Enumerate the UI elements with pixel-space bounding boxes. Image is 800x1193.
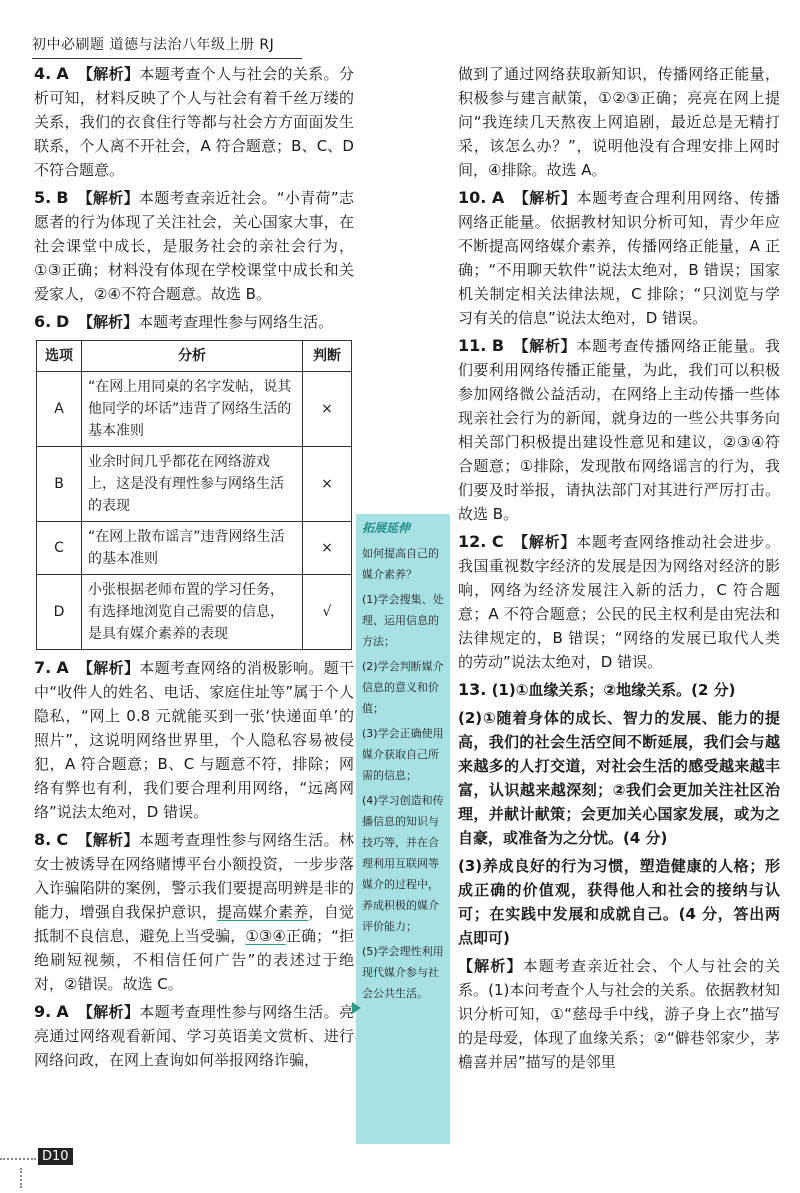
question-9-continued: 做到了通过网络获取新知识，传播网络正能量，积极参与建言献策，①②③正确；亮亮在网上提问“我连续几天熬夜上网追剧，最近总是无精打采，该怎么办？”，说明他没有合理安排上网时间，④排除。故选 A。: [458, 65, 780, 179]
q8-text-3: 正确；“拒绝刷短视频，不相信任何广告”的表述过于绝对，②错误。故选 C。: [34, 927, 354, 993]
row-option: C: [37, 522, 82, 575]
q11-answer: B: [491, 336, 505, 355]
table-row: [37, 575, 352, 650]
q13-number: 13.: [458, 680, 487, 699]
question-6: [34, 310, 354, 334]
question-13-part-2: (2)①随着身体的成长、智力的发展、能力的提高，我们的社会生活空间不断延展，我们会与越来越多的人打交道，对社会生活的感受越来越丰富，认识越来越深刻；②我们会更加关注社区治理，并献计献策；会更加关心国家发展，或为之自豪，或准备为之分忧。(4 分): [458, 709, 780, 847]
running-header: 初中必刷题 道德与法治八年级上册 RJ: [32, 37, 275, 53]
question-13-analysis: [458, 954, 780, 1074]
row-judge: ×: [303, 522, 352, 575]
sidebar-item: (1)学会搜集、处理、运用信息的方法；: [362, 593, 444, 648]
q12-number: 12.: [458, 532, 487, 551]
q10-text: 本题考查合理利用网络、传播网络正能量。依据教材知识分析可知，青少年应不断提高网络媒介素养，传播网络正能量，A 正确；“不用聊天软件”说法太绝对，B 错误；国家机关制定相关法律法规，C 排除；“只浏览与学习有关的信息”说法太绝对，D 错误。: [458, 189, 780, 327]
q4-tag: 【解析】: [77, 65, 140, 83]
table-row: [37, 447, 352, 522]
q7-text: 本题考查网络的消极影响。题干中“收件人的姓名、电话、家庭住址等”属于个人隐私，“网上 0.8 元就能买到一张‘快递面单’的照片”，这说明网络世界里，个人隐私容易被侵犯，A 符合题意；B、C 与题意不符，排除；网络有弊也有利，我们要合理利用网络，“远离网络”说法太绝对，D 错误。: [34, 659, 354, 821]
q10-answer: A: [491, 188, 505, 207]
question-7: [34, 656, 354, 824]
header-analysis: 分析: [82, 341, 303, 372]
q5-text: 本题考查亲近社会。“小青荷”志愿者的行为体现了关注社会，关心国家大事，在社会课堂中成长，是服务社会的亲社会行为，①③正确；材料没有体现在学校课堂中成长和关爱家人，②④不符合题意。故选 B。: [34, 189, 354, 303]
q6-number: 6.: [34, 312, 52, 331]
q5-answer: B: [56, 188, 69, 207]
header-judge: 判断: [303, 341, 352, 372]
row-judge: ×: [303, 372, 352, 447]
question-11: [458, 334, 780, 526]
row-analysis: 小张根据老师布置的学习任务，有选择地浏览自己需要的信息，是具有媒介素养的表现: [82, 575, 303, 650]
q12-text: 本题考查网络推动社会进步。我国重视数字经济的发展是因为网络对经济的影响，网络为经济发展注入新的活力，C 符合题意；A 不符合题意；公民的民主权利是由宪法和法律规定的，B 错误；“网络的发展已取代人类的劳动”说法太绝对，D 错误。: [458, 533, 780, 671]
sidebar-item: (3)学会正确使用媒介获取自己所需的信息；: [362, 727, 444, 782]
q8-text-1: 本题考查理性参与网络生活。林女士被诱导在网络赌博平台小额投资，一步步落入诈骗陷阱的案例，警示我们要提高明辨是非的能力，增强自我保护意识，: [34, 831, 354, 921]
q4-text: 本题考查个人与社会的关系。分析可知，材料反映了个人与社会有着千丝万缕的关系，我们的衣食住行等都与社会方方面面发生联系，个人离不开社会，A 符合题意；B、C、D 不符合题意。: [34, 65, 354, 179]
question-10: [458, 186, 780, 330]
extension-sidebar: [356, 514, 450, 1144]
q9-tag: 【解析】: [77, 1003, 140, 1021]
q9-answer: A: [56, 1002, 69, 1021]
question-13-part-3: (3)养成良好的行为习惯，塑造健康的人格；形成正确的价值观，获得他人和社会的接纳与认可；在实践中发展和成就自己。(4 分，答出两点即可): [458, 857, 780, 947]
q8-underline-2: ①③④: [245, 927, 286, 945]
sidebar-item: (5)学会理性利用现代媒介参与社会公共生活。: [362, 945, 444, 1000]
row-analysis: “在网上用同桌的名字发帖，说其他同学的坏话”违背了网络生活的基本准则: [82, 372, 303, 447]
table-header-row: [37, 341, 352, 372]
q10-number: 10.: [458, 188, 487, 207]
right-column: [458, 62, 780, 1078]
q9-number: 9.: [34, 1002, 52, 1021]
q11-tag: 【解析】: [513, 337, 577, 355]
table-row: [37, 522, 352, 575]
row-analysis: 业余时间几乎都花在网络游戏上，这是没有理性参与网络生活的表现: [82, 447, 303, 522]
q12-tag: 【解析】: [513, 533, 577, 551]
question-4: [34, 62, 354, 182]
q8-number: 8.: [34, 830, 52, 849]
sidebar-item: 如何提高自己的媒介素养？: [362, 547, 439, 581]
question-13-part-1: [458, 678, 780, 702]
q13-part1-text: (1)①血缘关系；②地缘关系。(2 分): [491, 681, 736, 699]
q7-number: 7.: [34, 658, 52, 677]
q11-text: 本题考查传播网络正能量。我们要利用网络传播正能量，为此，我们可以积极参加网络微公益活动，在网络上主动传播一些体现亲社会行为的新闻，就身边的一些公共事务向相关部门积极提出建设性意见和建议，②③④符合题意；①排除，发现散布网络谣言的行为，我们要及时举报，请执法部门对其进行严厉打击。故选 B。: [458, 337, 780, 523]
left-column: [34, 62, 354, 1076]
q10-tag: 【解析】: [513, 189, 577, 207]
q8-tag: 【解析】: [77, 831, 139, 849]
header-rule: [32, 58, 302, 59]
table-row: [37, 372, 352, 447]
row-analysis: “在网上散布谣言”违背网络生活的基本准则: [82, 522, 303, 575]
corner-dotted-line: [0, 1158, 36, 1160]
corner-dotted-line: [20, 1168, 22, 1188]
q6-tag: 【解析】: [78, 313, 139, 331]
question-12: [458, 530, 780, 674]
q13-analysis-tag: 【解析】: [458, 957, 523, 975]
row-option: A: [37, 372, 82, 447]
q5-tag: 【解析】: [77, 189, 139, 207]
sidebar-title: 拓展延伸: [362, 521, 411, 535]
page-number: D10: [38, 1148, 73, 1165]
q6-text: 本题考查理性参与网络生活。: [138, 313, 334, 331]
analysis-table: [36, 340, 352, 650]
q4-answer: A: [56, 64, 69, 83]
q6-answer: D: [56, 312, 70, 331]
q8-answer: C: [56, 830, 69, 849]
question-9: [34, 1000, 354, 1072]
q11-number: 11.: [458, 336, 487, 355]
q8-underline-1: 提高媒介素养: [216, 903, 309, 921]
q7-answer: A: [56, 658, 69, 677]
pointer-arrow-icon: [352, 1002, 361, 1014]
q13-analysis-text: 本题考查亲近社会、个人与社会的关系。(1)本问考查个人与社会的关系。依据教材知识分析可知，①“慈母手中线，游子身上衣”描写的是母爱，体现了血缘关系；②“僻巷邻家少，茅檐喜并居”描写的是邻里: [458, 957, 780, 1071]
q8-text-2: ，自觉抵制不良信息，避免上当受骗，: [34, 903, 354, 945]
sidebar-item: (4)学习创造和传播信息的知识与技巧等，并在合理利用互联网等媒介的过程中，养成积极的媒介评价能力；: [362, 794, 444, 933]
header-option: 选项: [37, 341, 82, 372]
question-8: [34, 828, 354, 996]
q4-number: 4.: [34, 64, 52, 83]
q7-tag: 【解析】: [77, 659, 140, 677]
row-option: D: [37, 575, 82, 650]
question-5: [34, 186, 354, 306]
row-judge: ×: [303, 447, 352, 522]
q5-number: 5.: [34, 188, 52, 207]
q9-text: 本题考查理性参与网络生活。亮亮通过网络观看新闻、学习英语美文赏析、进行网络问政，在网上查询如何举报网络诈骗，: [34, 1003, 354, 1069]
row-judge: √: [303, 575, 352, 650]
q12-answer: C: [491, 532, 504, 551]
row-option: B: [37, 447, 82, 522]
sidebar-item: (2)学会判断媒介信息的意义和价值；: [362, 660, 444, 715]
